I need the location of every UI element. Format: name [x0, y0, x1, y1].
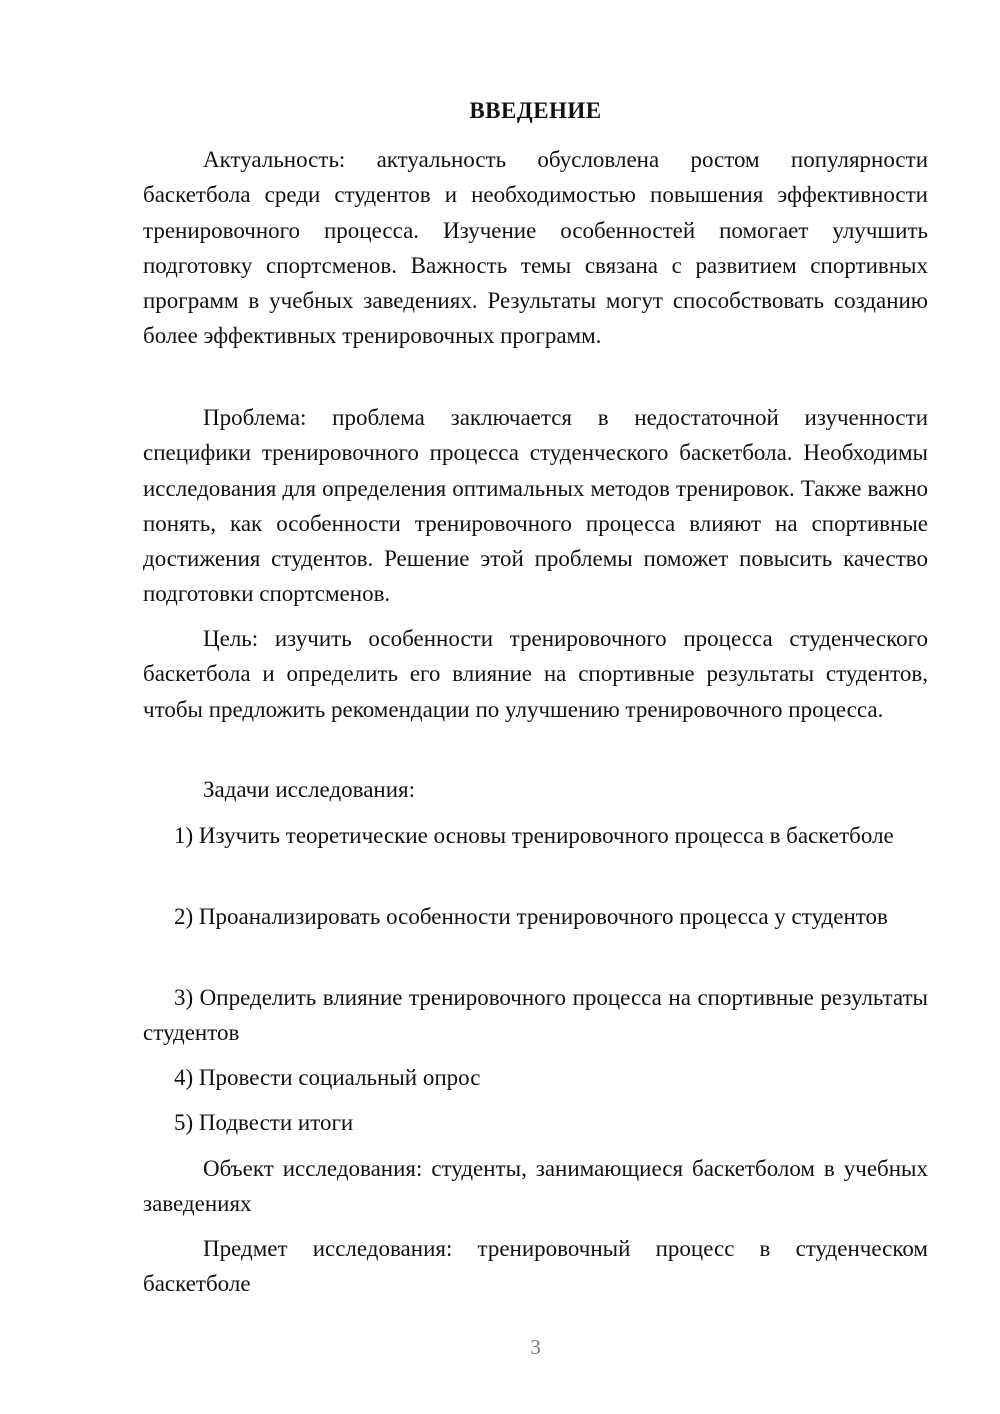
task-item-4: 4) Провести социальный опрос: [174, 1065, 481, 1090]
goal-paragraph: Цель: изучить особенности тренировочного процесса студенческого баскетбола и определить его влияние на спортивные результаты студентов, чтобы предложить рекомендации по улучшению тренировочного процесса.: [143, 626, 928, 722]
page-number: 3: [530, 1335, 541, 1359]
relevance-paragraph: Актуальность: актуальность обусловлена ростом популярности баскетбола среди студентов и необходимостью повышения эффективности тренировочного процесса. Изучение особенностей помогает улучшить подготовку спортсменов. Важность темы связана с развитием спортивных программ в учебных заведениях. Результаты могут способствовать созданию более эффективных тренировочных программ.: [143, 147, 928, 349]
task-item-5: 5) Подвести итоги: [174, 1110, 354, 1135]
tasks-title: Задачи исследования:: [203, 777, 416, 802]
task-item-2: 2) Проанализировать особенности тренировочного процесса у студентов: [174, 904, 888, 929]
problem-paragraph: Проблема: проблема заключается в недостаточной изученности специфики тренировочного процесса студенческого баскетбола. Необходимы исследования для определения оптимальных методов тренировок. Также важно понять, как особенности тренировочного процесса влияют на спортивные достижения студентов. Решение этой проблемы поможет повысить качество подготовки спортсменов.: [143, 405, 928, 607]
task-item-1: 1) Изучить теоретические основы тренировочного процесса в баскетболе: [174, 823, 894, 848]
subject-paragraph: Предмет исследования: тренировочный процесс в студенческом баскетболе: [143, 1236, 928, 1297]
object-paragraph: Объект исследования: студенты, занимающиеся баскетболом в учебных заведениях: [143, 1156, 928, 1217]
task-item-3: 3) Определить влияние тренировочного процесса на спортивные результаты студентов: [143, 985, 928, 1046]
section-heading: ВВЕДЕНИЕ: [469, 98, 602, 123]
